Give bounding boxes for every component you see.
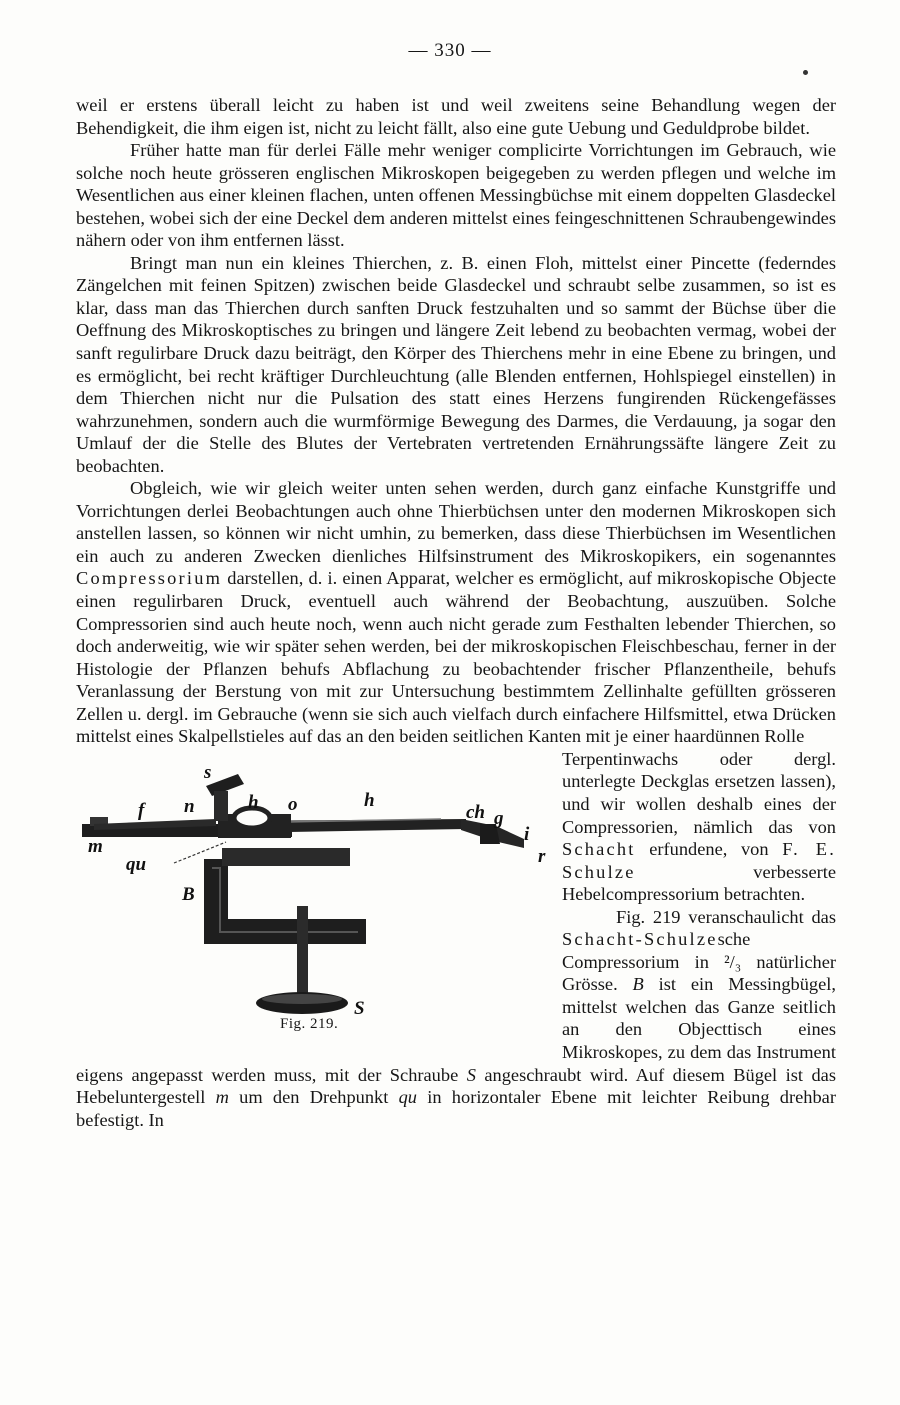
p5-part-3: verbesserte Hebelcompressorium betrachten. [562,861,836,905]
ink-speck [803,70,808,75]
page-number: — 330 — [408,40,492,61]
label-f: f [138,799,145,821]
label-s-top: s [204,761,212,783]
label-g: g [494,807,504,829]
label-r: r [538,845,546,867]
label-s-bottom: S [354,997,365,1019]
p6-part-4: angeschraubt wird. Auf diesem Bügel ist das Hebeluntergestell [76,1064,836,1108]
symbol-m: m [215,1087,229,1108]
p6-part-6: in horizontaler Ebene mit leichter Reibung drehbar befestigt. In [76,1087,836,1130]
paragraph-4-part-1: Obgleich, wie wir gleich weiter unten sehen werden, durch ganz einfache Kunstgriffe und Vorrichtungen derlei Beobachtungen auch ohne Thierbüchsen unter den modernen Mikroskopen sich anstellen lassen, so können wir nicht umhin, zu bemerken, dass diese Thierbüchsen im Wesentlichen ein auch zu anderen Zwecken dienliches Hilfsinstrument des Mikroskopikers, ein sogenanntes [76,478,836,566]
paragraph-1: weil er erstens überall leicht zu haben ist und weil zweitens seine Behandlung wegen der Behendigkeit, die ihm eigen ist, nicht zu leicht fällt, also eine gute Uebung und Geduldprobe bildet. [76,95,836,138]
label-h1: h [248,791,259,813]
bracket-top-plate [222,848,350,866]
symbol-b: B [632,974,644,995]
p6-part-1: Fig. 219 veranschaulicht das [616,906,836,927]
paragraph-4-part-2: darstellen, d. i. einen Apparat, welcher es ermöglicht, auf mikroskopische Objecte einen regulirbaren Druck, eventuell auch während der Beobachtung, auszuüben. Solche Compressorien sind auch heute noch, wenn auch nicht gerade zum Festhalten lebender Thierchen, so doch anderweitig, wie wir später sehen werden, bei der mikroskopischen Fleischbeschau, ferner in der Histologie der Pflanzen behufs Abflachung zu beobachtender frischer Pflanzentheile, behufs Veranlassung der Berstung von mit zur Untersuchung bestimmtem Zellinhalte gefüllten grösseren Zellen u. dergl. im Gebrauche (wenn sie sich auch vielfach durch einfachere Hilfsmittel, etwa Drücken mittelst eines Skalpellstieles auf das an den beiden seitlichen Kanten mit je einer haardünnen Rolle [76,568,836,747]
paragraph-3: Bringt man nun ein kleines Thierchen, z. B. einen Floh, mittelst einer Pincette (federndes Zängelchen mit feinen Spitzen) zwischen beide Glasdeckel und schraubt selbe zusammen, so ist es klar, dass man das Thierchen durch sanften Druck festzuhalten und so sammt der Büchse über die Oeffnung des Mikroskoptisches zu bringen und längere Zeit lebend zu beobachten vermag, wobei der sanft regulirbare Druck dazu beiträgt, den Körper des Thierchens mehr in eine Ebene zu bringen, und es ermöglicht, bei recht kräftiger Durchleuchtung (alle Blenden entfernen, Hohlspiegel einstellen) in dem Thierchen nicht nur die Pulsation des statt eines Herzens fungirenden Rückengefässes wahrzunehmen, sondern auch die wurmförmige Bewegung des Darmes, die Verdauung, ja sogar den Umlauf der die Stelle des Blutes der Vertebraten vertretenden Ernährungssäfte längere Zeit zu beobachten. [76,252,836,476]
name-schulze: F. E. Schulze [562,839,837,882]
paragraph-4 [76,477,836,748]
label-ch: ch [466,801,485,823]
figure-caption: Fig. 219. [280,1015,339,1032]
name-schacht-schulze: Schacht-Schulze [562,929,718,950]
p5-part-1: Terpentinwachs oder dergl. unterlegte Deckglas ersetzen lassen), und wir wollen deshalb eines der Compressorien, nämlich das von [562,748,836,837]
p6-part-5: um den Drehpunkt [228,1087,399,1108]
label-b: B [182,883,195,905]
paragraph-2: Früher hatte man für derlei Fälle mehr weniger complicirte Vorrichtungen im Gebrauch, wie solche noch heute grösseren englischen Mikroskopen beigegeben zu werden pflegen und welche im Wesentlichen aus einer kleinen flachen, unten offenen Messingbüchse mit einem doppelten Glasdeckel bestehen, wobei sich der eine Deckel dem anderen mittelst eines feingeschnittenen Schraubengewindes nähern oder von ihm entfernen lässt. [76,140,836,251]
screw-s-shaft [297,906,308,998]
compressorium-drawing [76,756,548,1053]
figure-219 [76,756,548,1053]
label-i: i [524,823,530,845]
p6-part-2: sche Compressorium in ²/₃ natürlicher Grösse. [562,929,836,995]
label-m: m [88,835,103,857]
p6-part-3: ist ein Messingbügel, mittelst welchen das Ganze seitlich an den Objecttisch eines Mikroskopes, zu dem das Instrument eigens angepasst werden muss, mit der Schraube [76,974,836,1085]
symbol-s: S [466,1064,476,1085]
name-schacht: Schacht [562,839,636,860]
label-o: o [288,793,298,815]
label-qu: qu [126,853,147,875]
p5-part-2: erfundene, von [635,839,783,860]
label-h2: h [364,789,375,811]
label-n: n [184,795,195,817]
symbol-qu: qu [398,1087,417,1108]
body-text [76,94,836,1131]
term-compressorium: Compressorium [76,568,223,589]
